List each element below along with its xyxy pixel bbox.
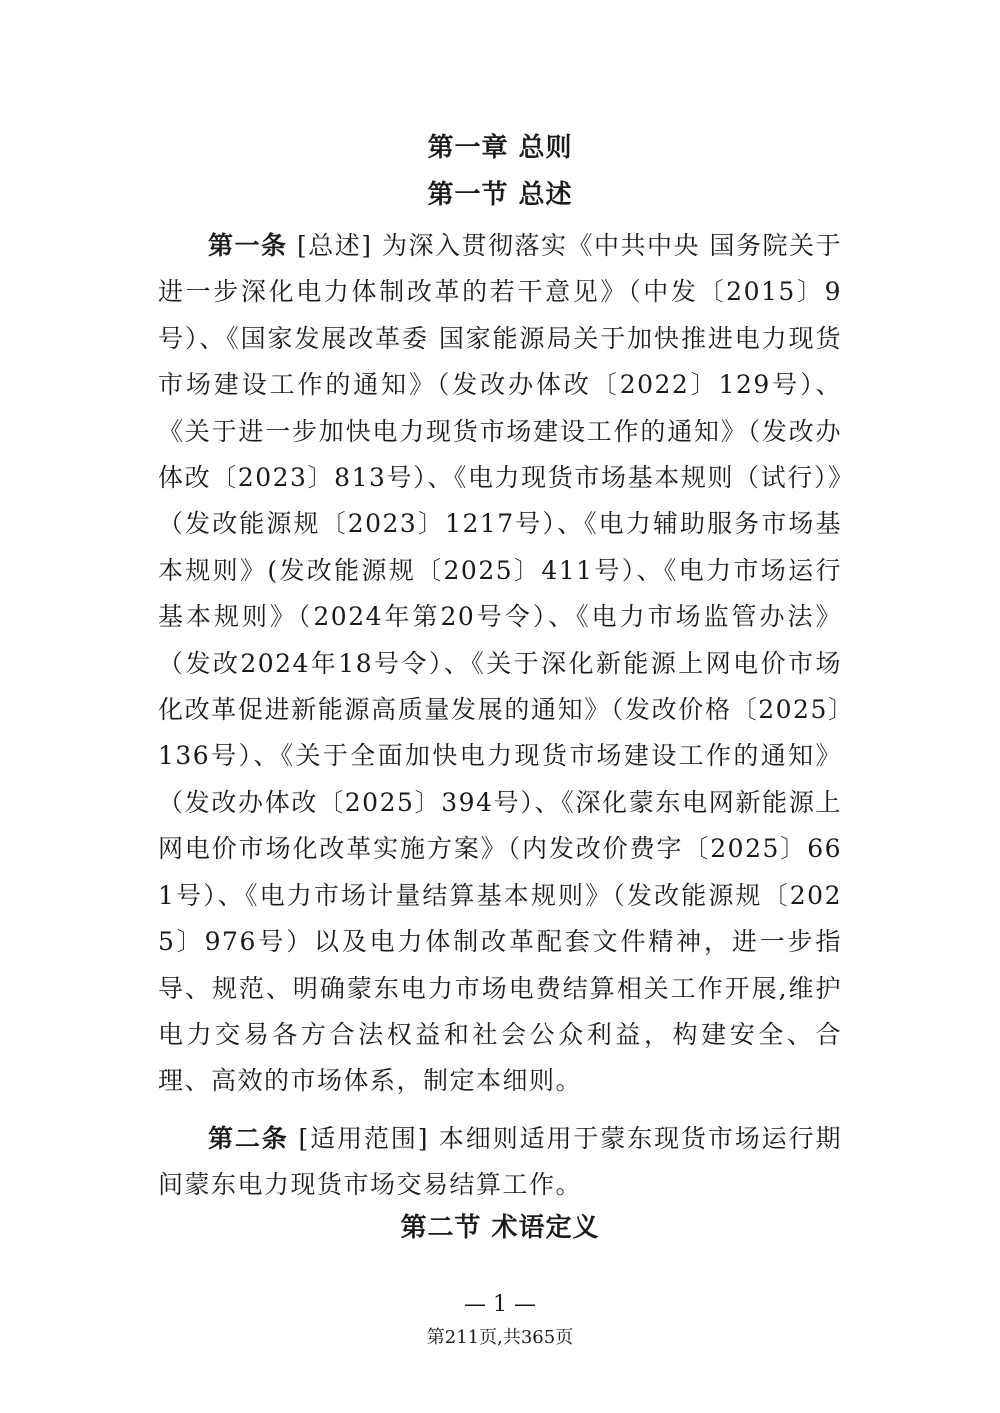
page-footer: 第211页,共365页 (426, 1327, 574, 1348)
article-1-number: 第一条 (208, 231, 288, 260)
section-title-definitions: 第二节 术语定义 (400, 1213, 600, 1243)
page-number: — 1 — (464, 1292, 536, 1317)
article-2 (158, 1116, 842, 1209)
article-2-number: 第二条 (208, 1124, 289, 1153)
article-1 (158, 223, 842, 1105)
article-1-text: [总述] 为深入贯彻落实《中共中央 国务院关于进一步深化电力体制改革的若干意见》（中发〔2015〕9号）、《国家发展改革委 国家能源局关于加快推进电力现货市场建设工作的通知》（发改办体改〔2022〕129号）、《关于进一步加快电力现货市场建设工作的通知》（发改办体改〔2023〕813号）、《电力现货市场基本规则（试行）》（发改能源规〔2023〕1217号）、《电力辅助服务市场基本规则》(发改能源规〔2025〕411号）、《电力市场运行基本规则》（2024年第20号令）、《电力市场监管办法》（发改2024年18号令）、《关于深化新能源上网电价市场化改革促进新能源高质量发展的通知》（发改价格〔2025〕136号）、《关于全面加快电力现货市场建设工作的通知》（发改办体改〔2025〕394号）、《深化蒙东电网新能源上网电价市场化改革实施方案》（内发改价费字〔2025〕661号）、《电力市场计量结算基本规则》（发改能源规〔2025〕976号）以及电力体制改革配套文件精神，进一步指导、规范、明确蒙东电力市场电费结算相关工作开展,维护电力交易各方合法权益和社会公众利益，构建安全、合理、高效的市场体系，制定本细则。 (158, 231, 842, 1096)
chapter-title: 第一章 总则 (427, 133, 573, 163)
section-title-overview: 第一节 总述 (427, 180, 573, 210)
article-2-text: [适用范围] 本细则适用于蒙东现货市场运行期间蒙东电力现货市场交易结算工作。 (158, 1124, 842, 1200)
